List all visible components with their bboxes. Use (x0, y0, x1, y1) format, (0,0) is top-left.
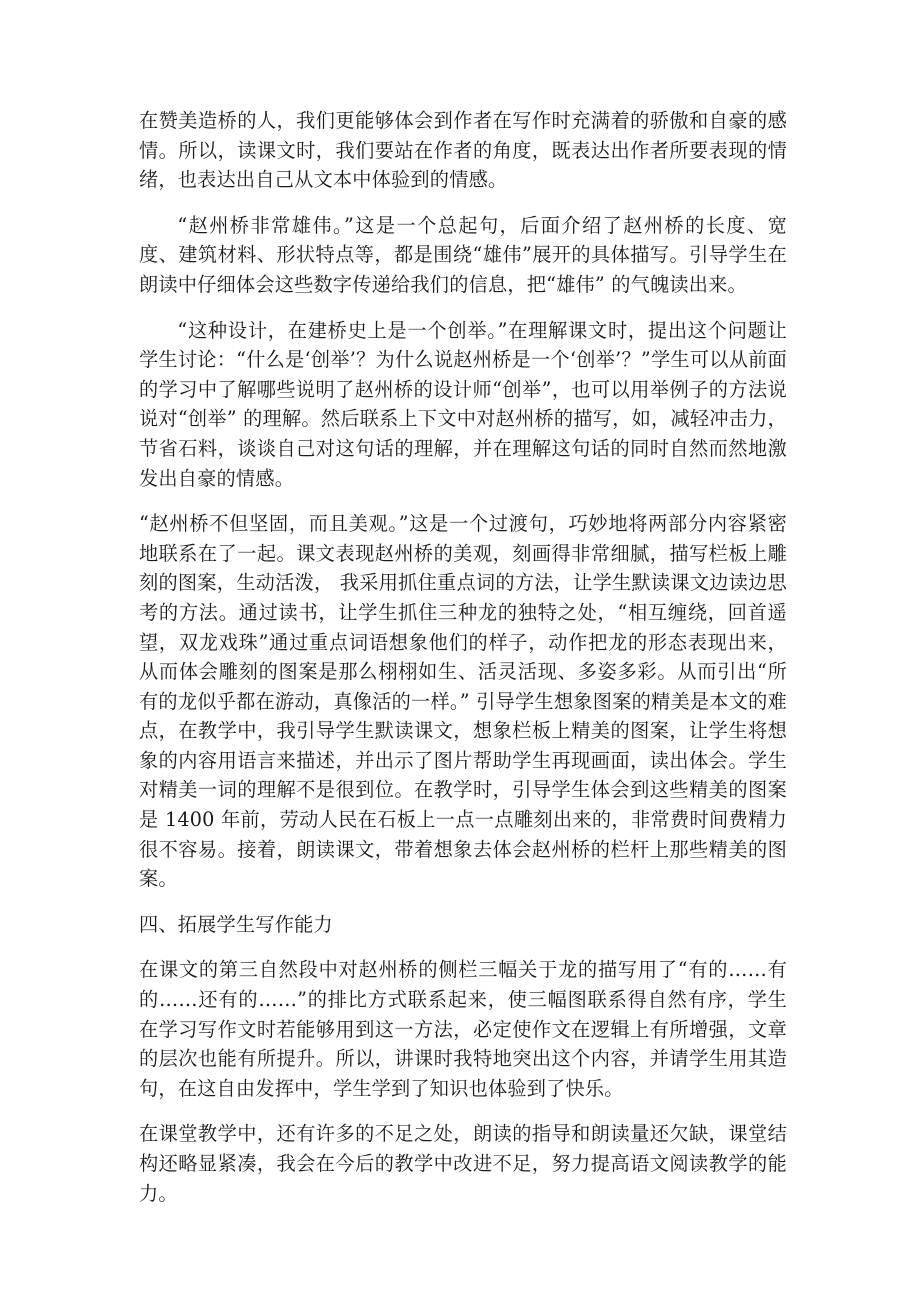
paragraph-3: “这种设计，在建桥史上是一个创举。”在理解课文时，提出这个问题让学生讨论：“什么是‘创举’？为什么说赵州桥是一个‘创举’？”学生可以从前面的学习中了解哪些说明了赵州桥的设计师“创举”，也可以用举例子的方法说说对“创举” 的理解。然后联系上下文中对赵州桥的描写，如，减轻冲击力，节省石料，谈谈自己对这句话的理解，并在理解这句话的同时自然而然地激发出自豪的情感。 (139, 318, 787, 490)
document-page (139, 106, 787, 1224)
paragraph-1: 在赞美造桥的人，我们更能够体会到作者在写作时充满着的骄傲和自豪的感情。所以，读课文时，我们要站在作者的角度，既表达出作者所要表现的情绪，也表达出自己从文本中体验到的情感。 (139, 109, 787, 192)
section-heading: 四、拓展学生写作能力 (139, 912, 333, 936)
paragraph-6: 在课堂教学中，还有许多的不足之处，朗读的指导和朗读量还欠缺，课堂结构还略显紧凑，我会在今后的教学中改进不足，努力提高语文阅读教学的能力。 (139, 1122, 787, 1205)
paragraph-5: 在课文的第三自然段中对赵州桥的侧栏三幅关于龙的描写用了“有的……有的……还有的……”的排比方式联系起来，使三幅图联系得自然有序，学生在学习写作文时若能够用到这一方法，必定使作文在逻辑上有所增强，文章的层次也能有所提升。所以，讲课时我特地突出这个内容，并请学生用其造句，在这自由发挥中，学生学到了知识也体验到了快乐。 (139, 958, 787, 1100)
paragraph-4: “赵州桥不但坚固，而且美观。”这是一个过渡句，巧妙地将两部分内容紧密地联系在了一起。课文表现赵州桥的美观，刻画得非常细腻，描写栏板上雕刻的图案，生动活泼， 我采用抓住重点词的方法，让学生默读课文边读边思考的方法。通过读书，让学生抓住三种龙的独特之处，“相互缠绕，回首遥望，双龙戏珠”通过重点词语想象他们的样子，动作把龙的形态表现出来，从而体会雕刻的图案是那么栩栩如生、活灵活现、多姿多彩。从而引出“所有的龙似乎都在游动，真像活的一样。” 引导学生想象图案的精美是本文的难点，在教学中，我引导学生默读课文，想象栏板上精美的图案，让学生将想象的内容用语言来描述，并出示了图片帮助学生再现画面，读出体会。学生对精美一词的理解不是很到位。在教学时，引导学生体会到这些精美的图案是 1400 年前，劳动人民在石板上一点一点雕刻出来的，非常费时间费精力很不容易。接着，朗读课文，带着想象去体会赵州桥的栏杆上那些精美的图案。 (139, 512, 787, 891)
paragraph-2: “赵州桥非常雄伟。”这是一个总起句，后面介绍了赵州桥的长度、宽度、建筑材料、形状特点等，都是围绕“雄伟”展开的具体描写。引导学生在朗读中仔细体会这些数字传递给我们的信息，把“雄伟” 的气魄读出来。 (139, 213, 787, 296)
